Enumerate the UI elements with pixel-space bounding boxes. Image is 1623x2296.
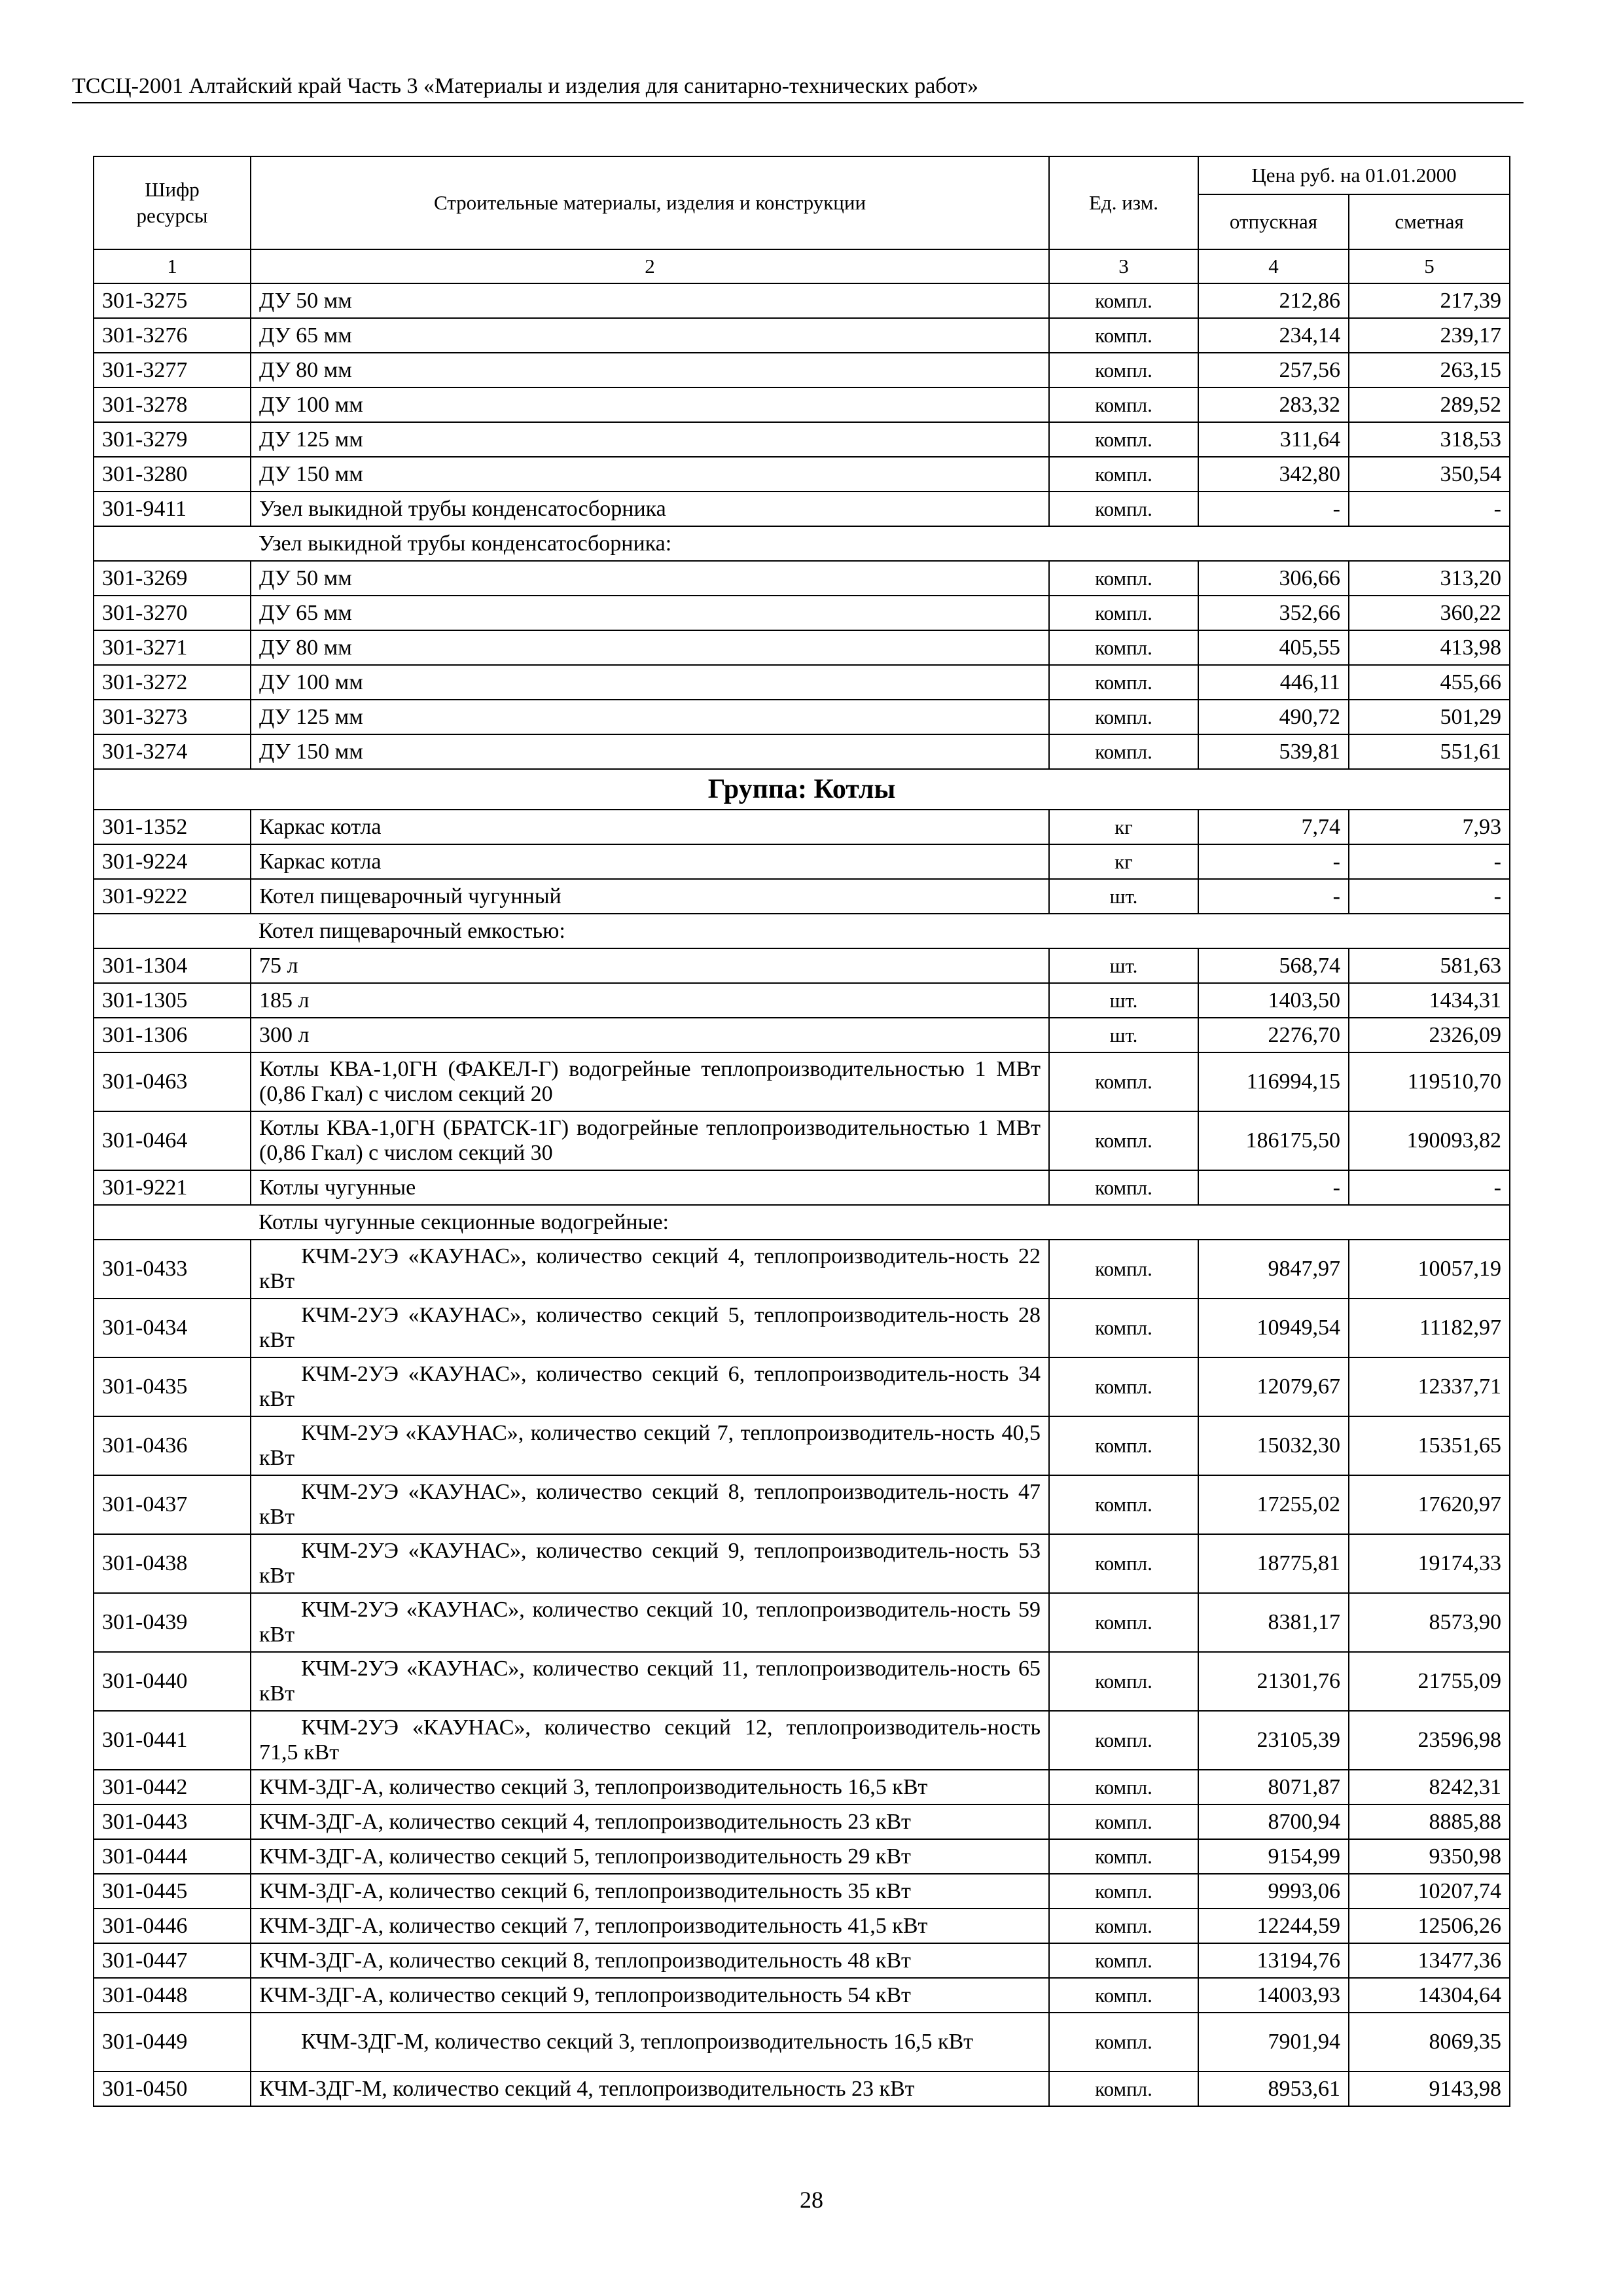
name-cell <box>251 1593 1049 1652</box>
name-cell: Каркас котла <box>251 810 1049 844</box>
code-cell: 301-0464 <box>94 1111 251 1170</box>
name-cell: КЧМ-3ДГ-А, количество секций 8, теплопроизводительность 48 кВт <box>251 1943 1049 1978</box>
table-row <box>94 353 1510 387</box>
release-price-cell: 8700,94 <box>1198 1804 1349 1839</box>
section-header-row <box>94 526 1510 561</box>
unit-cell: компл. <box>1049 1299 1198 1357</box>
release-price-cell: 212,86 <box>1198 283 1349 318</box>
table-row <box>94 700 1510 734</box>
release-price-cell: 490,72 <box>1198 700 1349 734</box>
name-cell <box>251 1652 1049 1711</box>
estimate-price-cell: 19174,33 <box>1349 1534 1510 1593</box>
release-price-cell: 15032,30 <box>1198 1416 1349 1475</box>
name-cell: ДУ 125 мм <box>251 422 1049 457</box>
code-cell: 301-3269 <box>94 561 251 596</box>
release-price-cell: 234,14 <box>1198 318 1349 353</box>
col-number: 1 <box>94 249 251 283</box>
table-row <box>94 1534 1510 1593</box>
table-row <box>94 318 1510 353</box>
code-cell: 301-3271 <box>94 630 251 665</box>
unit-cell: компл. <box>1049 1839 1198 1874</box>
page-number: 28 <box>800 2187 823 2213</box>
name-text: КЧМ-2УЭ «КАУНАС», количество секций 8, теплопроизводитель-ность 47 кВт <box>259 1480 1041 1529</box>
release-price-cell: 2276,70 <box>1198 1018 1349 1052</box>
name-text: КЧМ-2УЭ «КАУНАС», количество секций 9, теплопроизводитель-ность 53 кВт <box>259 1539 1041 1588</box>
section-spacer <box>94 526 251 561</box>
unit-cell: компл. <box>1049 1357 1198 1416</box>
unit-cell: компл. <box>1049 665 1198 700</box>
unit-cell: компл. <box>1049 734 1198 769</box>
unit-cell: шт. <box>1049 948 1198 983</box>
unit-cell: компл. <box>1049 492 1198 526</box>
code-cell: 301-3270 <box>94 596 251 630</box>
code-cell: 301-0437 <box>94 1475 251 1534</box>
table-row <box>94 1839 1510 1874</box>
code-cell: 301-0442 <box>94 1770 251 1804</box>
code-cell: 301-3274 <box>94 734 251 769</box>
release-price-cell: 23105,39 <box>1198 1711 1349 1770</box>
name-cell <box>251 1240 1049 1299</box>
unit-cell: компл. <box>1049 1943 1198 1978</box>
code-cell: 301-3275 <box>94 283 251 318</box>
table-row <box>94 1170 1510 1205</box>
code-cell: 301-1306 <box>94 1018 251 1052</box>
code-cell: 301-0434 <box>94 1299 251 1357</box>
name-cell: ДУ 50 мм <box>251 561 1049 596</box>
table-row <box>94 1111 1510 1170</box>
name-cell: Каркас котла <box>251 844 1049 879</box>
release-price-cell: 8071,87 <box>1198 1770 1349 1804</box>
table-row <box>94 492 1510 526</box>
release-price-cell: - <box>1198 844 1349 879</box>
unit-cell: компл. <box>1049 2013 1198 2072</box>
table-row <box>94 422 1510 457</box>
release-price-cell: 405,55 <box>1198 630 1349 665</box>
col-number: 4 <box>1198 249 1349 283</box>
release-price-cell: 342,80 <box>1198 457 1349 492</box>
release-price-cell: 186175,50 <box>1198 1111 1349 1170</box>
estimate-price-cell: 2326,09 <box>1349 1018 1510 1052</box>
code-cell: 301-0433 <box>94 1240 251 1299</box>
estimate-price-cell: 14304,64 <box>1349 1978 1510 2013</box>
unit-cell: компл. <box>1049 1652 1198 1711</box>
unit-cell: компл. <box>1049 1111 1198 1170</box>
table-row <box>94 2013 1510 2072</box>
release-price-cell: 257,56 <box>1198 353 1349 387</box>
code-cell: 301-0443 <box>94 1804 251 1839</box>
unit-cell: компл. <box>1049 1711 1198 1770</box>
page-header: ТССЦ-2001 Алтайский край Часть 3 «Материалы и изделия для санитарно-технических работ» <box>72 73 1524 103</box>
name-cell <box>251 1475 1049 1534</box>
code-cell: 301-0446 <box>94 1909 251 1943</box>
release-price-cell: 10949,54 <box>1198 1299 1349 1357</box>
code-cell: 301-0441 <box>94 1711 251 1770</box>
estimate-price-cell: 551,61 <box>1349 734 1510 769</box>
release-price-cell: 306,66 <box>1198 561 1349 596</box>
name-cell: 300 л <box>251 1018 1049 1052</box>
name-text: КЧМ-3ДГ-М, количество секций 3, теплопроизводительность 16,5 кВт <box>301 2030 974 2054</box>
release-price-cell: 7901,94 <box>1198 2013 1349 2072</box>
name-text: КЧМ-2УЭ «КАУНАС», количество секций 7, теплопроизводитель-ность 40,5 кВт <box>259 1421 1041 1470</box>
estimate-price-cell: 13477,36 <box>1349 1943 1510 1978</box>
unit-cell: компл. <box>1049 596 1198 630</box>
code-cell: 301-0438 <box>94 1534 251 1593</box>
code-cell: 301-0445 <box>94 1874 251 1909</box>
table-row <box>94 387 1510 422</box>
name-cell: КЧМ-3ДГ-А, количество секций 4, теплопроизводительность 23 кВт <box>251 1804 1049 1839</box>
estimate-price-cell: 15351,65 <box>1349 1416 1510 1475</box>
table-row <box>94 1018 1510 1052</box>
code-cell: 301-0449 <box>94 2013 251 2072</box>
estimate-price-cell: 455,66 <box>1349 665 1510 700</box>
table-row <box>94 596 1510 630</box>
code-cell: 301-3276 <box>94 318 251 353</box>
code-cell: 301-0439 <box>94 1593 251 1652</box>
table-row <box>94 948 1510 983</box>
estimate-price-cell: 350,54 <box>1349 457 1510 492</box>
name-cell: ДУ 100 мм <box>251 387 1049 422</box>
unit-cell: компл. <box>1049 1978 1198 2013</box>
release-price-cell: 9154,99 <box>1198 1839 1349 1874</box>
release-price-cell: 13194,76 <box>1198 1943 1349 1978</box>
name-cell: ДУ 150 мм <box>251 457 1049 492</box>
estimate-price-cell: 360,22 <box>1349 596 1510 630</box>
name-cell: 185 л <box>251 983 1049 1018</box>
estimate-price-cell: 9350,98 <box>1349 1839 1510 1874</box>
estimate-price-cell: 8242,31 <box>1349 1770 1510 1804</box>
name-text: КЧМ-2УЭ «КАУНАС», количество секций 6, теплопроизводитель-ность 34 кВт <box>259 1362 1041 1411</box>
estimate-price-cell: 119510,70 <box>1349 1052 1510 1111</box>
name-cell: КЧМ-3ДГ-А, количество секций 6, теплопроизводительность 35 кВт <box>251 1874 1049 1909</box>
section-spacer <box>94 1205 251 1240</box>
group-title: Группа: Котлы <box>94 769 1510 810</box>
name-cell: КЧМ-3ДГ-М, количество секций 4, теплопроизводительность 23 кВт <box>251 2072 1049 2106</box>
col-number: 2 <box>251 249 1049 283</box>
col-header-unit: Ед. изм. <box>1049 156 1198 249</box>
unit-cell: компл. <box>1049 700 1198 734</box>
release-price-cell: 14003,93 <box>1198 1978 1349 2013</box>
name-cell: ДУ 50 мм <box>251 283 1049 318</box>
release-price-cell: 446,11 <box>1198 665 1349 700</box>
col-header-code: Шифр ресурсы <box>94 156 251 249</box>
estimate-price-cell: 581,63 <box>1349 948 1510 983</box>
name-cell: КЧМ-3ДГ-А, количество секций 5, теплопроизводительность 29 кВт <box>251 1839 1049 1874</box>
name-cell <box>251 1299 1049 1357</box>
code-cell: 301-0435 <box>94 1357 251 1416</box>
release-price-cell: 21301,76 <box>1198 1652 1349 1711</box>
table-row <box>94 561 1510 596</box>
section-header-row <box>94 914 1510 948</box>
code-cell: 301-3273 <box>94 700 251 734</box>
estimate-price-cell: 21755,09 <box>1349 1652 1510 1711</box>
name-cell: ДУ 125 мм <box>251 700 1049 734</box>
col-header-price: Цена руб. на 01.01.2000 <box>1198 156 1510 194</box>
code-cell: 301-1305 <box>94 983 251 1018</box>
name-cell: ДУ 80 мм <box>251 630 1049 665</box>
name-cell <box>251 1711 1049 1770</box>
table-row <box>94 1475 1510 1534</box>
table-row <box>94 630 1510 665</box>
release-price-cell: 7,74 <box>1198 810 1349 844</box>
name-text: КЧМ-2УЭ «КАУНАС», количество секций 4, теплопроизводитель-ность 22 кВт <box>259 1244 1041 1293</box>
release-price-cell: 9847,97 <box>1198 1240 1349 1299</box>
unit-cell: компл. <box>1049 1909 1198 1943</box>
code-cell: 301-9224 <box>94 844 251 879</box>
release-price-cell: 8381,17 <box>1198 1593 1349 1652</box>
unit-cell: шт. <box>1049 1018 1198 1052</box>
code-cell: 301-0447 <box>94 1943 251 1978</box>
table-row <box>94 983 1510 1018</box>
table-row <box>94 1874 1510 1909</box>
estimate-price-cell: 217,39 <box>1349 283 1510 318</box>
column-number-row <box>94 249 1510 283</box>
unit-cell: компл. <box>1049 1052 1198 1111</box>
unit-cell: компл. <box>1049 1534 1198 1593</box>
section-title: Котел пищеварочный емкостью: <box>251 914 1510 948</box>
table-row <box>94 1240 1510 1299</box>
name-cell: ДУ 65 мм <box>251 318 1049 353</box>
release-price-cell: 311,64 <box>1198 422 1349 457</box>
name-cell <box>251 1357 1049 1416</box>
table-row <box>94 1593 1510 1652</box>
table-row <box>94 457 1510 492</box>
unit-cell: компл. <box>1049 283 1198 318</box>
section-title: Котлы чугунные секционные водогрейные: <box>251 1205 1510 1240</box>
release-price-cell: 568,74 <box>1198 948 1349 983</box>
group-header-row <box>94 769 1510 810</box>
code-cell: 301-1352 <box>94 810 251 844</box>
table-row <box>94 283 1510 318</box>
name-cell <box>251 2013 1049 2072</box>
unit-cell: шт. <box>1049 879 1198 914</box>
table-row <box>94 1978 1510 2013</box>
price-table <box>93 156 1510 2107</box>
estimate-price-cell: - <box>1349 492 1510 526</box>
estimate-price-cell: 9143,98 <box>1349 2072 1510 2106</box>
table-row <box>94 1299 1510 1357</box>
estimate-price-cell: 11182,97 <box>1349 1299 1510 1357</box>
table-row <box>94 1652 1510 1711</box>
section-title: Узел выкидной трубы конденсатосборника: <box>251 526 1510 561</box>
estimate-price-cell: 190093,82 <box>1349 1111 1510 1170</box>
estimate-price-cell: 8069,35 <box>1349 2013 1510 2072</box>
unit-cell: компл. <box>1049 387 1198 422</box>
code-cell: 301-3272 <box>94 665 251 700</box>
estimate-price-cell: 17620,97 <box>1349 1475 1510 1534</box>
release-price-cell: 283,32 <box>1198 387 1349 422</box>
name-cell: Котлы чугунные <box>251 1170 1049 1205</box>
table-row <box>94 1804 1510 1839</box>
name-cell: КЧМ-3ДГ-А, количество секций 3, теплопроизводительность 16,5 кВт <box>251 1770 1049 1804</box>
table-row <box>94 810 1510 844</box>
release-price-cell: - <box>1198 492 1349 526</box>
code-cell: 301-1304 <box>94 948 251 983</box>
code-cell: 301-0436 <box>94 1416 251 1475</box>
table-row <box>94 879 1510 914</box>
release-price-cell: 1403,50 <box>1198 983 1349 1018</box>
table-row <box>94 2072 1510 2106</box>
estimate-price-cell: 263,15 <box>1349 353 1510 387</box>
table-row <box>94 1416 1510 1475</box>
estimate-price-cell: 239,17 <box>1349 318 1510 353</box>
section-spacer <box>94 914 251 948</box>
code-cell: 301-0444 <box>94 1839 251 1874</box>
unit-cell: кг <box>1049 844 1198 879</box>
table-row <box>94 1770 1510 1804</box>
code-cell: 301-0448 <box>94 1978 251 2013</box>
code-cell: 301-0440 <box>94 1652 251 1711</box>
estimate-price-cell: 1434,31 <box>1349 983 1510 1018</box>
name-text: КЧМ-2УЭ «КАУНАС», количество секций 10, теплопроизводитель-ность 59 кВт <box>259 1598 1041 1647</box>
name-cell: Узел выкидной трубы конденсатосборника <box>251 492 1049 526</box>
unit-cell: шт. <box>1049 983 1198 1018</box>
name-cell <box>251 1534 1049 1593</box>
estimate-price-cell: 313,20 <box>1349 561 1510 596</box>
col-header-release: отпускная <box>1198 194 1349 249</box>
estimate-price-cell: 10207,74 <box>1349 1874 1510 1909</box>
name-cell: Котлы КВА-1,0ГН (БРАТСК-1Г) водогрейные теплопроизводительностью 1 МВт (0,86 Гкал) с числом секций 30 <box>251 1111 1049 1170</box>
estimate-price-cell: 7,93 <box>1349 810 1510 844</box>
col-header-name: Строительные материалы, изделия и конструкции <box>251 156 1049 249</box>
table-row <box>94 1909 1510 1943</box>
release-price-cell: 9993,06 <box>1198 1874 1349 1909</box>
code-cell: 301-3277 <box>94 353 251 387</box>
unit-cell: компл. <box>1049 1416 1198 1475</box>
unit-cell: компл. <box>1049 422 1198 457</box>
table-row <box>94 844 1510 879</box>
estimate-price-cell: 8885,88 <box>1349 1804 1510 1839</box>
estimate-price-cell: 501,29 <box>1349 700 1510 734</box>
code-cell: 301-3278 <box>94 387 251 422</box>
estimate-price-cell: 413,98 <box>1349 630 1510 665</box>
estimate-price-cell: 10057,19 <box>1349 1240 1510 1299</box>
table-row <box>94 734 1510 769</box>
section-header-row <box>94 1205 1510 1240</box>
col-header-estimate: сметная <box>1349 194 1510 249</box>
estimate-price-cell: - <box>1349 844 1510 879</box>
name-cell: КЧМ-3ДГ-А, количество секций 7, теплопроизводительность 41,5 кВт <box>251 1909 1049 1943</box>
code-cell: 301-3280 <box>94 457 251 492</box>
estimate-price-cell: 318,53 <box>1349 422 1510 457</box>
release-price-cell: 352,66 <box>1198 596 1349 630</box>
code-cell: 301-0463 <box>94 1052 251 1111</box>
estimate-price-cell: 289,52 <box>1349 387 1510 422</box>
release-price-cell: 18775,81 <box>1198 1534 1349 1593</box>
release-price-cell: 8953,61 <box>1198 2072 1349 2106</box>
name-cell <box>251 1416 1049 1475</box>
code-cell: 301-9222 <box>94 879 251 914</box>
release-price-cell: 12079,67 <box>1198 1357 1349 1416</box>
unit-cell: кг <box>1049 810 1198 844</box>
code-cell: 301-3279 <box>94 422 251 457</box>
name-cell: 75 л <box>251 948 1049 983</box>
name-cell: ДУ 100 мм <box>251 665 1049 700</box>
name-text: КЧМ-2УЭ «КАУНАС», количество секций 12, теплопроизводитель-ность 71,5 кВт <box>259 1715 1041 1765</box>
col-number: 5 <box>1349 249 1510 283</box>
table-row <box>94 1052 1510 1111</box>
unit-cell: компл. <box>1049 457 1198 492</box>
estimate-price-cell: - <box>1349 1170 1510 1205</box>
unit-cell: компл. <box>1049 1804 1198 1839</box>
table-body <box>94 283 1510 2106</box>
release-price-cell: 12244,59 <box>1198 1909 1349 1943</box>
estimate-price-cell: 12337,71 <box>1349 1357 1510 1416</box>
estimate-price-cell: 8573,90 <box>1349 1593 1510 1652</box>
unit-cell: компл. <box>1049 318 1198 353</box>
unit-cell: компл. <box>1049 561 1198 596</box>
unit-cell: компл. <box>1049 630 1198 665</box>
table-row <box>94 1943 1510 1978</box>
unit-cell: компл. <box>1049 353 1198 387</box>
unit-cell: компл. <box>1049 1593 1198 1652</box>
release-price-cell: - <box>1198 1170 1349 1205</box>
estimate-price-cell: 23596,98 <box>1349 1711 1510 1770</box>
unit-cell: компл. <box>1049 1170 1198 1205</box>
unit-cell: компл. <box>1049 1770 1198 1804</box>
estimate-price-cell: - <box>1349 879 1510 914</box>
unit-cell: компл. <box>1049 1475 1198 1534</box>
table-row <box>94 665 1510 700</box>
release-price-cell: 17255,02 <box>1198 1475 1349 1534</box>
code-cell: 301-9411 <box>94 492 251 526</box>
name-cell: Котлы КВА-1,0ГН (ФАКЕЛ-Г) водогрейные теплопроизводительностью 1 МВт (0,86 Гкал) с числом секций 20 <box>251 1052 1049 1111</box>
col-number: 3 <box>1049 249 1198 283</box>
name-cell: КЧМ-3ДГ-А, количество секций 9, теплопроизводительность 54 кВт <box>251 1978 1049 2013</box>
name-cell: Котел пищеварочный чугунный <box>251 879 1049 914</box>
unit-cell: компл. <box>1049 1874 1198 1909</box>
release-price-cell: 116994,15 <box>1198 1052 1349 1111</box>
name-text: КЧМ-2УЭ «КАУНАС», количество секций 5, теплопроизводитель-ность 28 кВт <box>259 1303 1041 1352</box>
table-row <box>94 1357 1510 1416</box>
unit-cell: компл. <box>1049 2072 1198 2106</box>
name-text: КЧМ-2УЭ «КАУНАС», количество секций 11, теплопроизводитель-ность 65 кВт <box>259 1657 1041 1706</box>
table-row <box>94 1711 1510 1770</box>
unit-cell: компл. <box>1049 1240 1198 1299</box>
name-cell: ДУ 65 мм <box>251 596 1049 630</box>
release-price-cell: - <box>1198 879 1349 914</box>
estimate-price-cell: 12506,26 <box>1349 1909 1510 1943</box>
release-price-cell: 539,81 <box>1198 734 1349 769</box>
name-cell: ДУ 150 мм <box>251 734 1049 769</box>
code-cell: 301-9221 <box>94 1170 251 1205</box>
code-cell: 301-0450 <box>94 2072 251 2106</box>
name-cell: ДУ 80 мм <box>251 353 1049 387</box>
